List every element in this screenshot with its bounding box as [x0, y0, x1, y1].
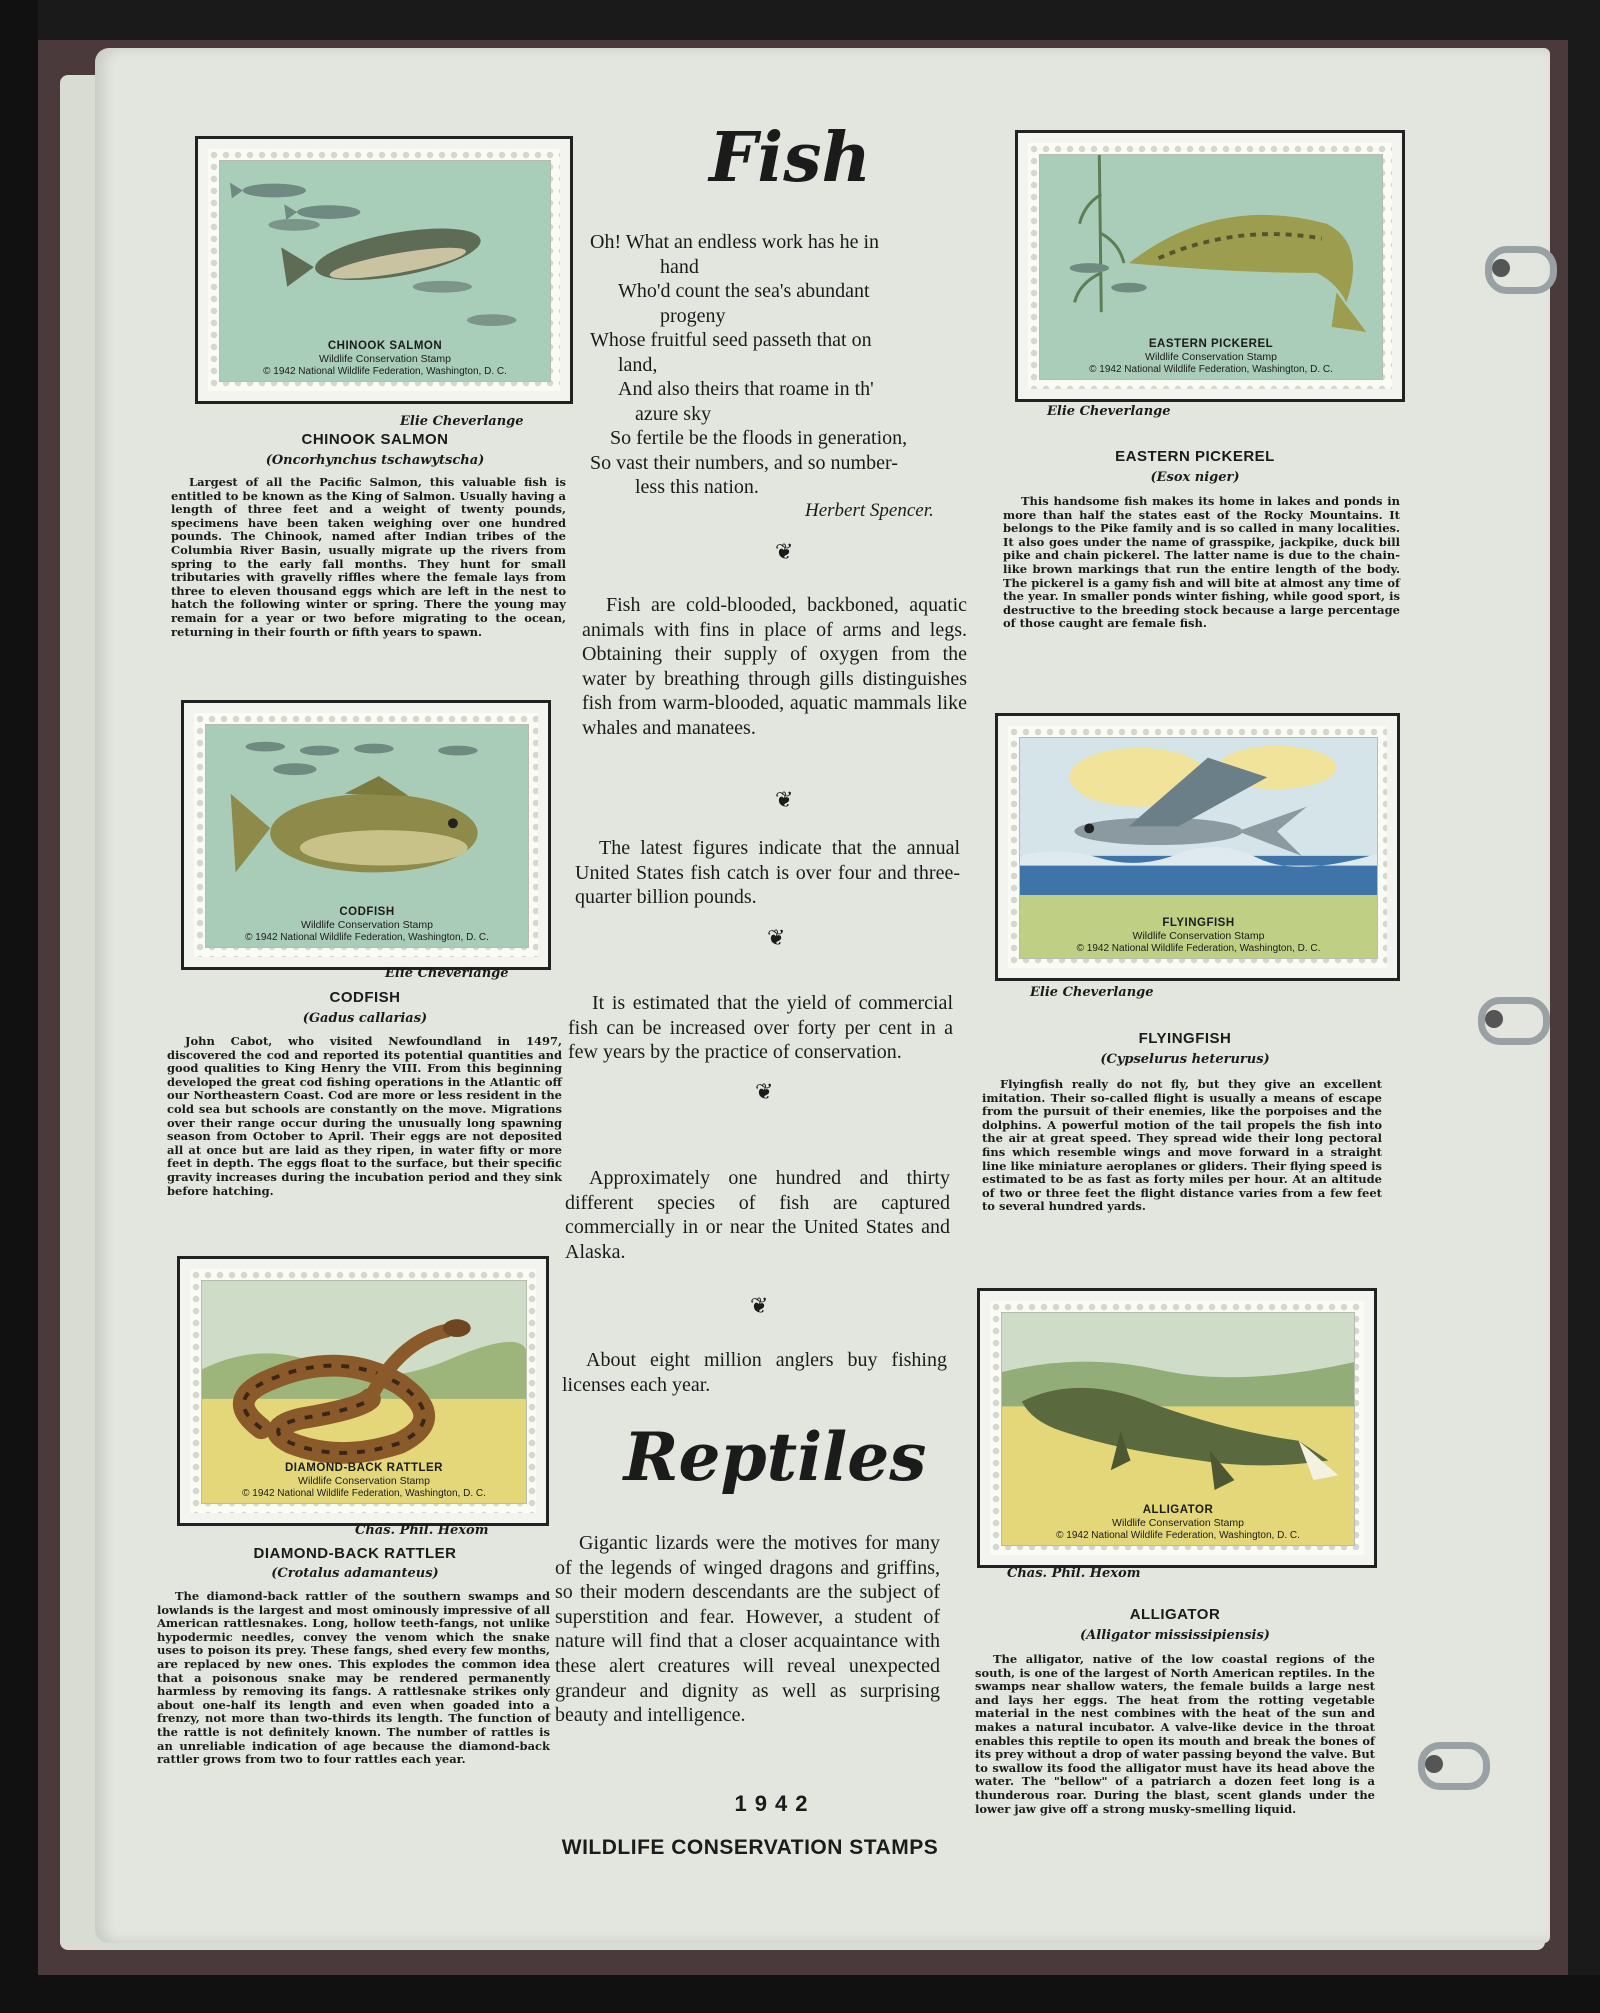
stamp-alligator — [977, 1288, 1377, 1568]
stamp-name: FLYINGFISH — [1162, 917, 1235, 930]
species-latin-name: (Oncorhynchus tschawytscha) — [265, 453, 485, 468]
stamp-subtitle: Wildlife Conservation Stamp — [1132, 930, 1265, 943]
stamp-name: ALLIGATOR — [1142, 1504, 1214, 1517]
binder-ring — [1418, 1742, 1490, 1790]
poem-line: land, — [618, 353, 658, 376]
ornament-icon: ❦ — [755, 1080, 774, 1105]
stamp-name: CHINOOK SALMON — [327, 340, 443, 353]
artist-credit: Elie Cheverlange — [1030, 985, 1154, 1000]
poem-line: And also theirs that roame in th' — [618, 378, 874, 400]
stamp-copyright: © 1942 National Wildlife Federation, Washington, D. C. — [263, 365, 507, 377]
center-paragraph: Approximately one hundred and thirty different species of fish are captured commercially in or near the United States and Alaska. — [565, 1167, 950, 1263]
species-description: This handsome fish makes its home in lakes and ponds in more than half the states east of the Rocky Mountains. It belongs to the Pike family and is so called in many localities. It also goes under the name of grasspike, jackpike, duck bill pike and chain pickerel. The latter name is due to the chain-like brown markings that run the entire length of the body. The pickerel is a gamy fish and will bite at almost any time of the year. In smaller ponds winter fishing, while good sport, is destructive to the breeding stock because a large percentage of those caught are female fish. — [1003, 494, 1400, 631]
species-latin-name: (Cypselurus heterurus) — [1100, 1052, 1270, 1067]
center-paragraph: It is estimated that the yield of commercial fish can be increased over forty per cent in a few years by the practice of conservation. — [568, 992, 953, 1064]
stamp-subtitle: Wildlife Conservation Stamp — [301, 919, 433, 932]
poem-line: Who'd count the sea's abundant — [618, 280, 870, 302]
center-paragraph: About eight million anglers buy fishing licenses each year. — [562, 1349, 947, 1396]
artist-credit: Elie Cheverlange — [385, 966, 509, 981]
species-description: The alligator, native of the low coastal regions of the south, is one of the largest of North American reptiles. In the swamps near shallow waters, the female builds a large nest and lays her eggs. The heat from the rotting vegetable material in the nest combines with the heat of the sun and makes a natural incubator. A valve-like device in the throat enables this reptile to open its mouth and break the bones of its prey without a drop of water passing beyond the valve. But to swallow its food the alligator must have its head above the water. The "bellow" of a patriarch a dozen feet long is a thunderous roar. During the blast, scent glands under the lower jaw give off a strong musky-smelling liquid. — [975, 1652, 1375, 1816]
poem-line: azure sky — [635, 402, 712, 425]
stamp-copyright: © 1942 National Wildlife Federation, Washington, D. C. — [1056, 1529, 1300, 1541]
ornament-icon: ❦ — [775, 788, 794, 813]
poem — [590, 230, 990, 500]
stamp-codfish — [181, 700, 551, 970]
artist-credit: Elie Cheverlange — [1047, 404, 1171, 419]
center-paragraph: Fish are cold-blooded, backboned, aquatic animals with fins in place of arms and legs. Obtaining their supply of oxygen from the water by breathing through gills distinguishes fish from warm-blooded, aquatic mammals like whales and manatees. — [582, 594, 967, 739]
poem-line: So vast their numbers, and so number- — [590, 451, 898, 474]
ornament-icon: ❦ — [767, 926, 786, 951]
stamp-copyright: © 1942 National Wildlife Federation, Washington, D. C. — [242, 1487, 486, 1499]
reptiles-paragraph: Gigantic lizards were the motives for many of the legends of winged dragons and griffins, so their modern descendants are the subject of superstition and fear. However, a student of nature will find that a closer acquaintance with these alert creatures will reveal unexpected grandeur and dignity as well as surprising beauty and intelligence. — [555, 1532, 940, 1727]
stamp-copyright: © 1942 National Wildlife Federation, Washington, D. C. — [1076, 942, 1321, 954]
stamp-flyingfish — [995, 713, 1400, 981]
stamp-eastern-pickerel — [1015, 130, 1405, 402]
artist-credit: Elie Cheverlange — [400, 414, 524, 429]
binder-ring — [1485, 246, 1557, 294]
ornament-icon: ❦ — [750, 1294, 769, 1319]
species-description: Largest of all the Pacific Salmon, this valuable fish is entitled to be known as the King of Salmon. Usually having a length of three feet and a weight of twenty pounds, specimens have been taken weighing over one hundred pounds. The Chinook, named after Indian tribes of the Columbia River Basin, usually migrate up the rivers from spring to the early fall months. They hunt for small tributaries with gravelly riffles where the female lays from three to eleven thousand eggs which are left in the nest to hatch the following winter or spring. There the young may remain for a year or two before migrating to the ocean, returning in their fourth or fifth years to spawn. — [171, 475, 566, 639]
ornament-icon: ❦ — [775, 540, 794, 565]
species-latin-name: (Alligator mississipiensis) — [1080, 1628, 1270, 1643]
album-page — [95, 48, 1550, 1943]
poem-line: Whose fruitful seed passeth that on — [590, 329, 872, 351]
footer-year: 1942 — [734, 1791, 816, 1816]
species-description: Flyingfish really do not fly, but they give an excellent imitation. Their so-called flight is usually a means of escape from the pursuit of their enemies, like the porpoises and the dolphins. A powerful motion of the tail propels the fish into the air at great speed. They spread wide their long pectoral fins which resemble wings and move forward in a straight line like miniature aeroplanes or gliders. Their flying speed is estimated to be as fast as forty miles per hour. At an altitude of two or three feet the flight distance varies from a few feet to several hundred yards. — [982, 1077, 1382, 1214]
poem-line: So fertile be the floods in generation, — [610, 427, 908, 449]
photo-frame-bottom — [0, 1975, 1600, 2013]
poem-line: Oh! What an endless work has he in — [590, 231, 880, 253]
species-title: FLYINGFISH — [1138, 1030, 1232, 1047]
poem-line: less this nation. — [635, 476, 759, 498]
stamp-diamond-back-rattler — [177, 1256, 549, 1526]
stamp-subtitle: Wildlife Conservation Stamp — [298, 1475, 430, 1488]
poem-author: Herbert Spencer. — [805, 500, 934, 521]
species-latin-name: (Crotalus adamanteus) — [271, 1566, 439, 1581]
stamp-copyright: © 1942 National Wildlife Federation, Washington, D. C. — [245, 931, 489, 943]
artist-credit: Chas. Phil. Hexom — [355, 1523, 489, 1538]
poem-line: progeny — [660, 304, 726, 327]
species-latin-name: (Esox niger) — [1150, 470, 1240, 485]
center-paragraph: The latest figures indicate that the annual United States fish catch is over four and three-quarter billion pounds. — [575, 837, 960, 909]
stamp-copyright: © 1942 National Wildlife Federation, Washington, D. C. — [1089, 363, 1333, 375]
species-title: ALLIGATOR — [1129, 1606, 1221, 1623]
poem-line: hand — [660, 255, 699, 278]
fish-heading: Fish — [709, 118, 871, 198]
binder-ring — [1478, 997, 1550, 1045]
species-description: John Cabot, who visited Newfoundland in 1497, discovered the cod and reported its potential quantities and good qualities to King Henry the VIII. From this beginning developed the great cod fishing operations in the Atlantic off our Northeastern Coast. Cod are more or less resident in the cold sea but schools are constantly on the move. Migrations over their range occur during the unusually long spawning season from October to April. Their eggs are not deposited all at once but are laid as they ripen, in water fifty or more feet in depth. The eggs float to the surface, but their specific gravity increases during the incubation period and they sink before hatching. — [167, 1034, 562, 1198]
stamp-name: DIAMOND-BACK RATTLER — [285, 1462, 443, 1475]
stamp-chinook-salmon — [195, 136, 573, 404]
stamp-subtitle: Wildlife Conservation Stamp — [1145, 351, 1277, 364]
stamp-subtitle: Wildlife Conservation Stamp — [319, 353, 451, 366]
stamp-subtitle: Wildlife Conservation Stamp — [1112, 1517, 1244, 1530]
species-title: EASTERN PICKEREL — [1115, 448, 1275, 465]
stamp-name: CODFISH — [339, 906, 395, 919]
species-description: The diamond-back rattler of the southern swamps and lowlands is the largest and most ominously impressive of all American rattlesnakes. Long, hollow teeth-fangs, not unlike hypodermic needles, convey the venom which the snake uses to poison its prey. These fangs, shed every few months, are replaced by new ones. This explodes the common idea that a poisonous snake may be rendered permanently harmless by removing its fangs. A rattlesnake strikes only about one-half its length and even when goaded into a frenzy, not more than two-thirds its length. The function of the rattle is not definitely known. The number of rattles is an unreliable indication of age because the diamond-back rattler grows from two to four rattles each year. — [157, 1589, 550, 1767]
artist-credit: Chas. Phil. Hexom — [1007, 1566, 1141, 1581]
species-title: CODFISH — [329, 989, 401, 1006]
species-title: CHINOOK SALMON — [301, 431, 449, 448]
species-latin-name: (Gadus callarias) — [302, 1011, 428, 1026]
species-title: DIAMOND-BACK RATTLER — [253, 1545, 457, 1562]
reptiles-heading: Reptiles — [623, 1418, 927, 1496]
footer-title: WILDLIFE CONSERVATION STAMPS — [561, 1836, 939, 1859]
stamp-name: EASTERN PICKEREL — [1148, 338, 1274, 351]
photo-frame-left — [0, 0, 38, 2013]
